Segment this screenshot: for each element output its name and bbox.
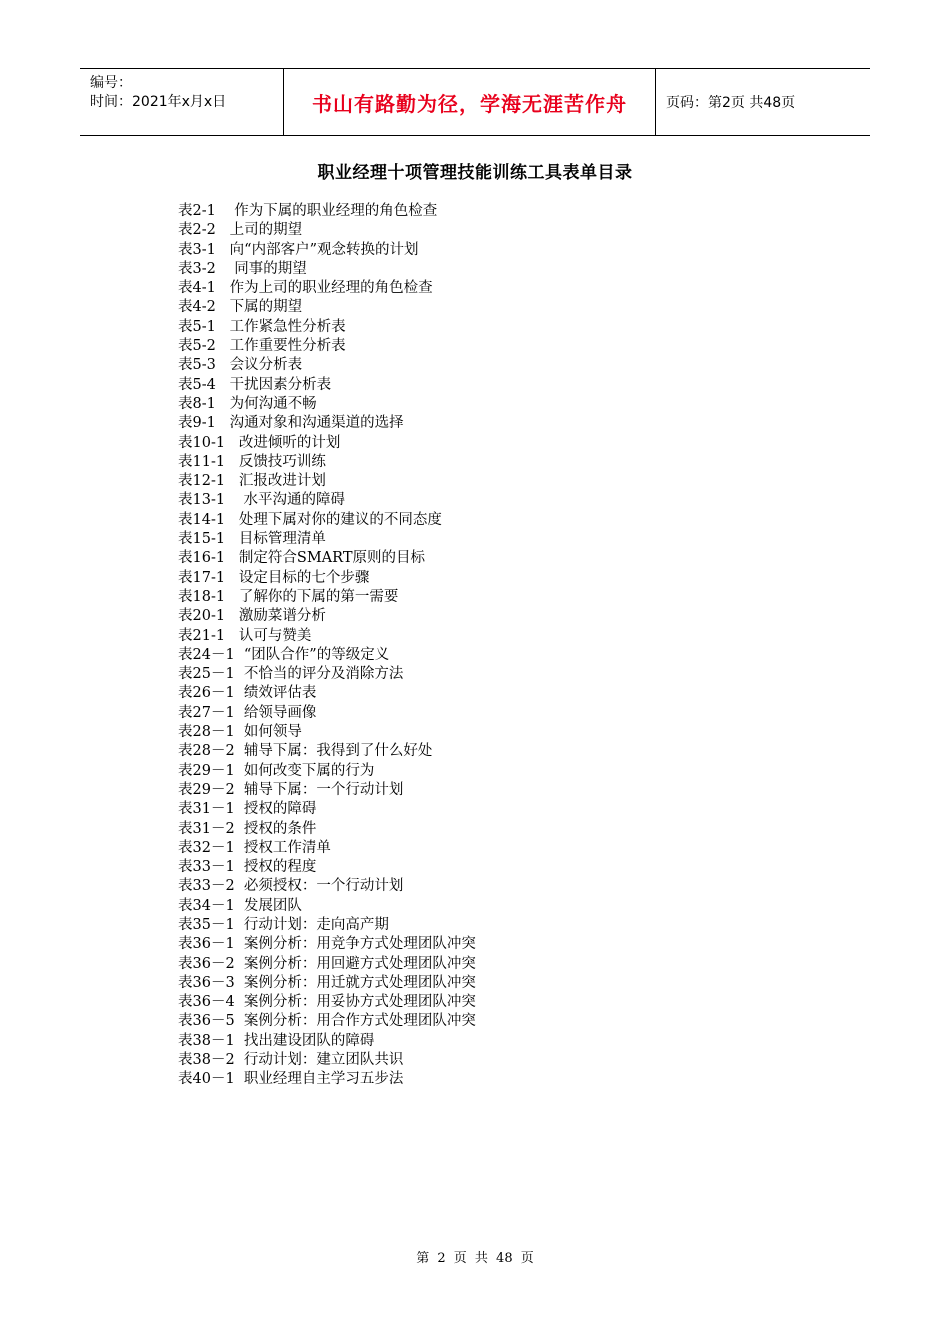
toc-item: 表40－1 职业经理自主学习五步法 [178, 1071, 404, 1088]
toc-item: 表27－1 给领导画像 [178, 704, 317, 721]
toc-item: 表9-1 沟通对象和沟通渠道的选择 [178, 415, 404, 432]
toc-item: 表8-1 为何沟通不畅 [178, 395, 317, 412]
toc-item: 表3-1 向“内部客户”观念转换的计划 [178, 241, 419, 258]
time-label: 时间：2021年x月x日 [90, 94, 227, 110]
toc-item: 表15-1 目标管理清单 [178, 531, 326, 548]
toc-item: 表31－1 授权的障碍 [178, 801, 317, 818]
toc-item: 表35－1 行动计划：走向高产期 [178, 916, 389, 933]
toc-item: 表33－1 授权的程度 [178, 859, 317, 876]
header-meta [80, 69, 283, 135]
toc-item: 表11-1 反馈技巧训练 [178, 453, 326, 470]
toc-item: 表5-1 工作紧急性分析表 [178, 318, 346, 335]
toc-item: 表28－1 如何领导 [178, 724, 302, 741]
toc-item: 表21-1 认可与赞美 [178, 627, 312, 644]
toc-item: 表36－3 案例分析：用迁就方式处理团队冲突 [178, 974, 476, 991]
toc-item: 表36－1 案例分析：用竞争方式处理团队冲突 [178, 936, 476, 953]
toc-item: 表12-1 汇报改进计划 [178, 473, 326, 490]
toc-item: 表36－4 案例分析：用妥协方式处理团队冲突 [178, 994, 476, 1011]
toc-item: 表32－1 授权工作清单 [178, 839, 331, 856]
toc-item: 表34－1 发展团队 [178, 897, 302, 914]
toc-item: 表33－2 必须授权：一个行动计划 [178, 878, 404, 895]
toc-item: 表2-1 作为下属的职业经理的角色检查 [178, 203, 438, 219]
toc-item: 表36－2 案例分析：用回避方式处理团队冲突 [178, 955, 476, 972]
toc-item: 表38－2 行动计划：建立团队共识 [178, 1052, 404, 1069]
toc-item: 表29－1 如何改变下属的行为 [178, 762, 375, 779]
page-header [80, 68, 870, 136]
toc-item: 表24－1 “团队合作”的等级定义 [178, 646, 390, 663]
toc-item: 表29－2 辅导下属：一个行动计划 [178, 781, 404, 798]
toc-item: 表3-2 同事的期望 [178, 260, 307, 277]
code-label: 编号： [90, 75, 132, 91]
toc-item: 表26－1 绩效评估表 [178, 685, 317, 702]
document-title: 职业经理十项管理技能训练工具表单目录 [317, 163, 633, 183]
toc-item: 表31－2 授权的条件 [178, 820, 317, 837]
toc-item: 表38－1 找出建设团队的障碍 [178, 1032, 375, 1049]
toc-item: 表13-1 水平沟通的障碍 [178, 492, 346, 509]
toc-item: 表2-2 上司的期望 [178, 222, 303, 239]
toc-item: 表18-1 了解你的下属的第一需要 [178, 588, 399, 605]
header-slogan: 书山有路勤为径，学海无涯苦作舟 [283, 69, 656, 135]
toc-item: 表5-2 工作重要性分析表 [178, 338, 346, 355]
toc-item: 表4-2 下属的期望 [178, 299, 303, 316]
table-of-contents [178, 202, 476, 1090]
toc-item: 表10-1 改进倾听的计划 [178, 434, 341, 451]
toc-item: 表16-1 制定符合SMART原则的目标 [178, 550, 425, 567]
toc-item: 表17-1 设定目标的七个步骤 [178, 569, 370, 586]
toc-item: 表36－5 案例分析：用合作方式处理团队冲突 [178, 1013, 476, 1030]
toc-item: 表28－2 辅导下属：我得到了什么好处 [178, 743, 433, 760]
toc-item: 表5-4 干扰因素分析表 [178, 376, 332, 393]
toc-item: 表4-1 作为上司的职业经理的角色检查 [178, 280, 433, 297]
page-footer: 第 2 页 共 48 页 [416, 1251, 534, 1266]
toc-item: 表20-1 激励菜谱分析 [178, 608, 326, 625]
toc-item: 表5-3 会议分析表 [178, 357, 303, 374]
header-page-label: 页码：第2页 共48页 [666, 95, 796, 111]
toc-item: 表14-1 处理下属对你的建议的不同态度 [178, 511, 442, 528]
toc-item: 表25－1 不恰当的评分及消除方法 [178, 666, 404, 683]
